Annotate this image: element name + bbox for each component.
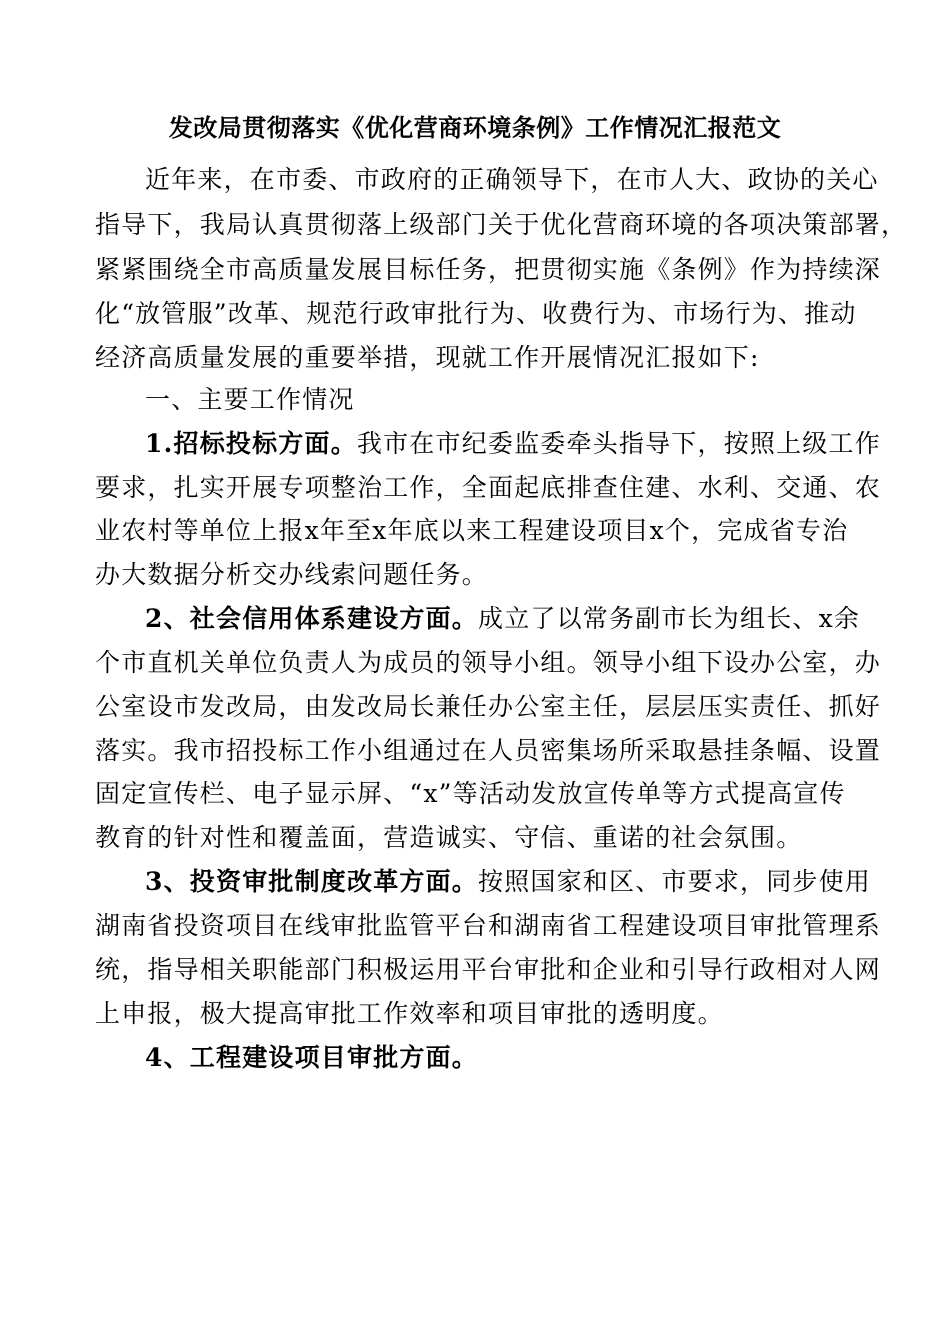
item2-first-line <box>145 599 895 639</box>
item3-heading: 3、投资审批制度改革方面。 <box>145 867 478 896</box>
intro-line: 近年来，在市委、市政府的正确领导下，在市人大、政协的关心 <box>145 165 879 194</box>
section-heading: 一、主要工作情况 <box>145 385 355 414</box>
item3-line: 统，指导相关职能部门积极运用平台审批和企业和引导行政相对人网 <box>95 955 882 984</box>
intro-line: 化“放管服”改革、规范行政审批行为、收费行为、市场行为、推动 <box>95 299 857 328</box>
item1-first-line <box>145 424 895 464</box>
item1-line: 办大数据分析交办线索问题任务。 <box>95 560 489 589</box>
item1-heading: 1.招标投标方面。 <box>145 429 357 458</box>
item2-line: 固定宣传栏、电子显示屏、“x”等活动发放宣传单等方式提高宣传 <box>95 779 846 808</box>
item1-line: 要求，扎实开展专项整治工作，全面起底排查住建、水利、交通、农 <box>95 473 882 502</box>
item2-heading: 2、社会信用体系建设方面。 <box>145 604 478 633</box>
item2-line: 教育的针对性和覆盖面，营造诚实、守信、重诺的社会氛围。 <box>95 823 803 852</box>
intro-line: 指导下，我局认真贯彻落上级部门关于优化营商环境的各项决策部署， <box>95 210 908 239</box>
document-title: 发改局贯彻落实《优化营商环境条例》工作情况汇报范文 <box>168 113 782 142</box>
item1-text: 我市在市纪委监委牵头指导下，按照上级工作 <box>356 429 881 458</box>
item2-text: 成立了以常务副市长为组长、x余 <box>478 604 861 633</box>
item3-line: 上申报，极大提高审批工作效率和项目审批的透明度。 <box>95 999 724 1028</box>
item2-line: 公室设市发改局，由发改局长兼任办公室主任，层层压实责任、抓好 <box>95 692 882 721</box>
intro-line: 紧紧围绕全市高质量发展目标任务，把贯彻实施《条例》作为持续深 <box>95 255 882 284</box>
intro-line: 经济高质量发展的重要举措，现就工作开展情况汇报如下: <box>95 343 760 372</box>
item2-line: 落实。我市招投标工作小组通过在人员密集场所采取悬挂条幅、设置 <box>95 736 882 765</box>
item1-line: 业农村等单位上报x年至x年底以来工程建设项目x个，完成省专治 <box>95 516 849 545</box>
item3-text: 按照国家和区、市要求，同步使用 <box>478 867 872 896</box>
item4-heading: 4、工程建设项目审批方面。 <box>145 1043 478 1072</box>
item3-first-line <box>145 862 895 902</box>
item3-line: 湖南省投资项目在线审批监管平台和湖南省工程建设项目审批管理系 <box>95 911 882 940</box>
item2-line: 个市直机关单位负责人为成员的领导小组。领导小组下设办公室，办 <box>95 648 882 677</box>
